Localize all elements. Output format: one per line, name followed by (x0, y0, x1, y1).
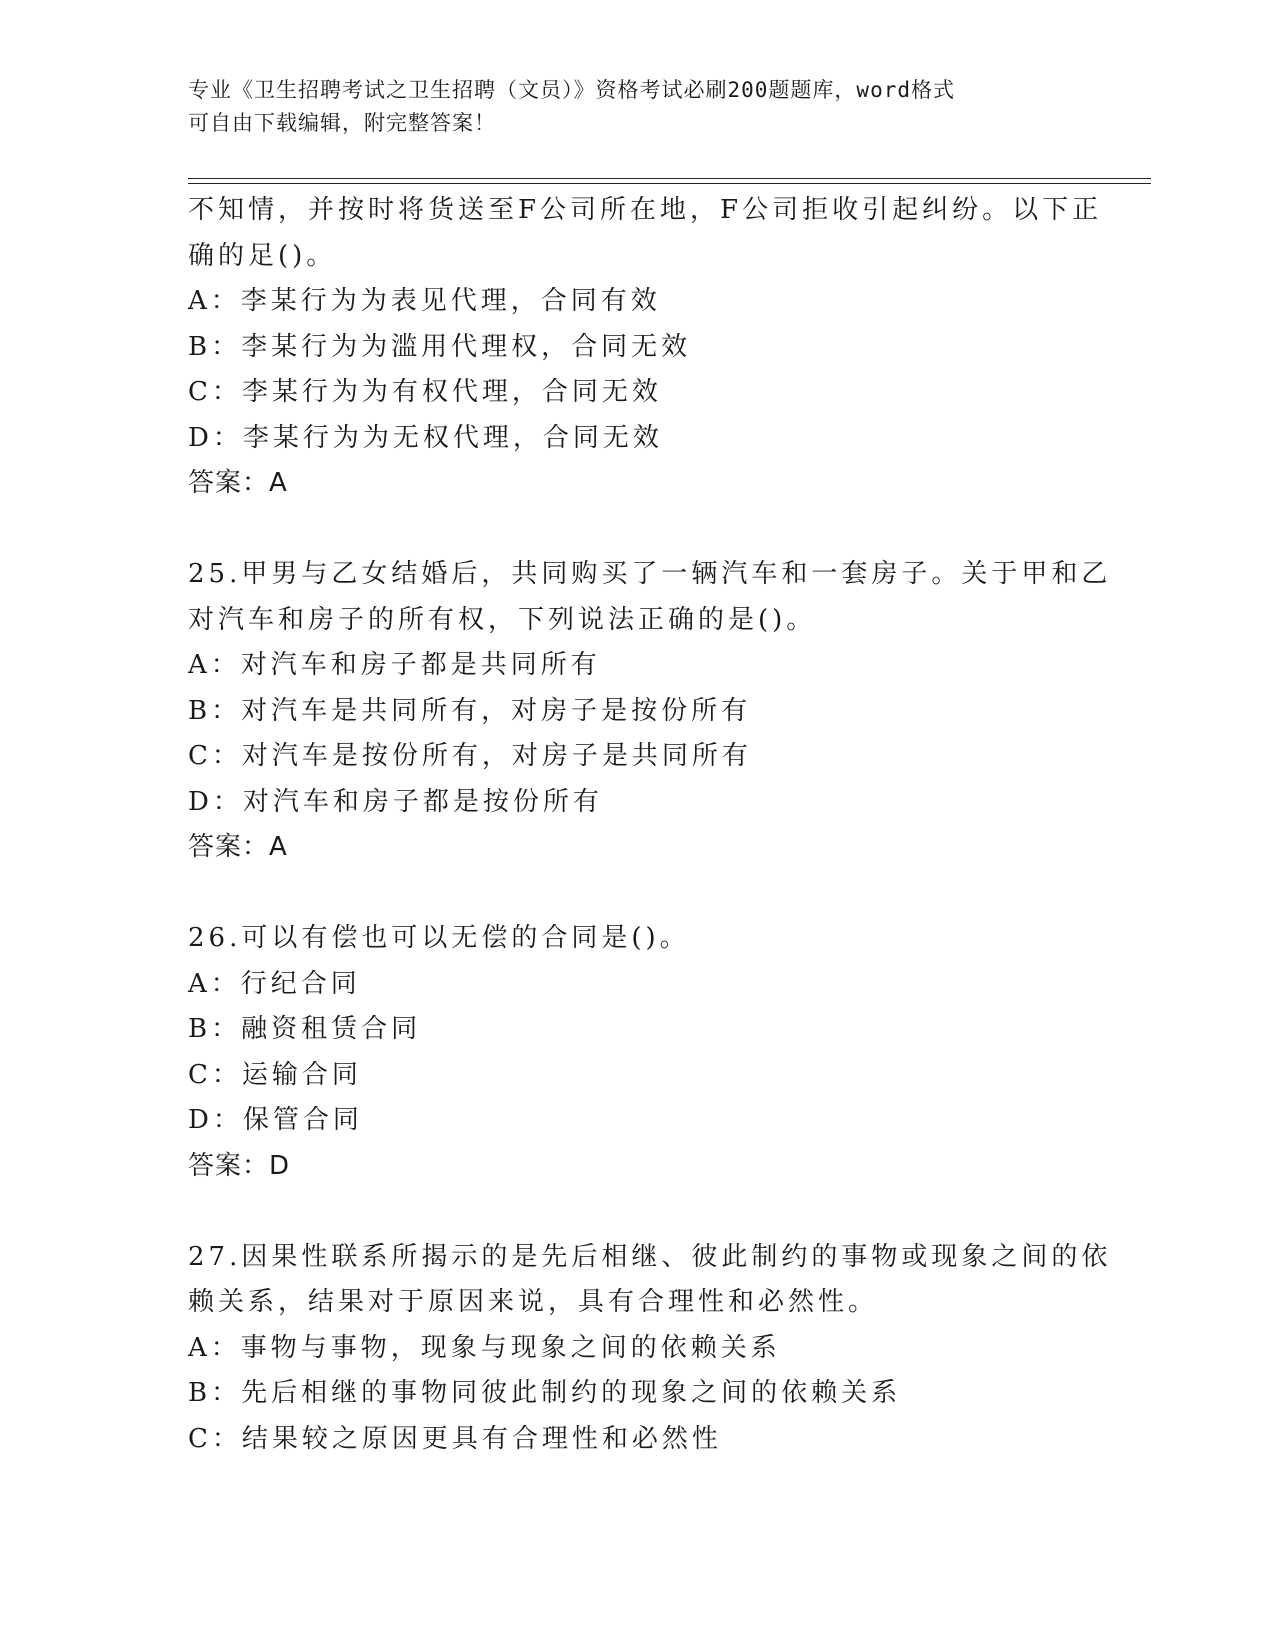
option-c: C：对汽车是按份所有，对房子是共同所有 (188, 741, 752, 771)
question-text-line: 对汽车和房子的所有权，下列说法正确的是()。 (188, 604, 817, 635)
header-divider-top (188, 178, 1151, 179)
question-text-line: 25.甲男与乙女结婚后，共同购买了一辆汽车和一套房子。关于甲和乙 (188, 559, 1112, 589)
question-25 (188, 552, 1112, 871)
option-a: A：对汽车和房子都是共同所有 (188, 650, 601, 680)
answer-line: 答案：A (188, 468, 288, 498)
question-text-line: 不知情，并按时将货送至F公司所在地，F公司拒收引起纠纷。以下正 (188, 195, 1103, 225)
spacer (188, 507, 1088, 553)
header-line-1: 专业《卫生招聘考试之卫生招聘（文员）》资格考试必刷200题题库，word格式 (188, 78, 955, 102)
answer-line: 答案：D (188, 1150, 291, 1181)
spacer (188, 871, 1088, 917)
question-list (188, 188, 1112, 1462)
question-text-line: 26.可以有偿也可以无偿的合同是()。 (188, 923, 690, 953)
option-b: B：李某行为为滥用代理权，合同无效 (188, 331, 692, 362)
header-divider-bottom (188, 183, 1151, 184)
header-line-2: 可自由下载编辑，附完整答案！ (188, 111, 496, 135)
option-d: D：保管合同 (188, 1105, 363, 1135)
option-d: D：对汽车和房子都是按份所有 (188, 786, 603, 817)
option-a: A：事物与事物，现象与现象之间的依赖关系 (188, 1332, 781, 1363)
answer-line: 答案：A (188, 832, 288, 862)
question-text-line: 确的足()。 (188, 240, 337, 271)
document-header (188, 74, 1088, 140)
spacer (188, 1189, 1088, 1235)
question-text-line: 27.因果性联系所揭示的是先后相继、彼此制约的事物或现象之间的依 (188, 1241, 1112, 1272)
question-text-line: 赖关系，结果对于原因来说，具有合理性和必然性。 (188, 1287, 879, 1317)
option-c: C：李某行为为有权代理，合同无效 (188, 377, 662, 407)
option-a: A：李某行为为表见代理，合同有效 (188, 286, 661, 316)
option-d: D：李某行为为无权代理，合同无效 (188, 422, 663, 453)
option-c: C：结果较之原因更具有合理性和必然性 (188, 1423, 722, 1454)
option-b: B：先后相继的事物同彼此制约的现象之间的依赖关系 (188, 1378, 902, 1408)
question-27 (188, 1235, 1112, 1463)
option-c: C：运输合同 (188, 1059, 362, 1090)
question-26 (188, 916, 1088, 1189)
option-b: B：融资租赁合同 (188, 1014, 422, 1044)
question-24-continued (188, 188, 1103, 507)
option-b: B：对汽车是共同所有，对房子是按份所有 (188, 695, 752, 726)
option-a: A：行纪合同 (188, 968, 361, 999)
